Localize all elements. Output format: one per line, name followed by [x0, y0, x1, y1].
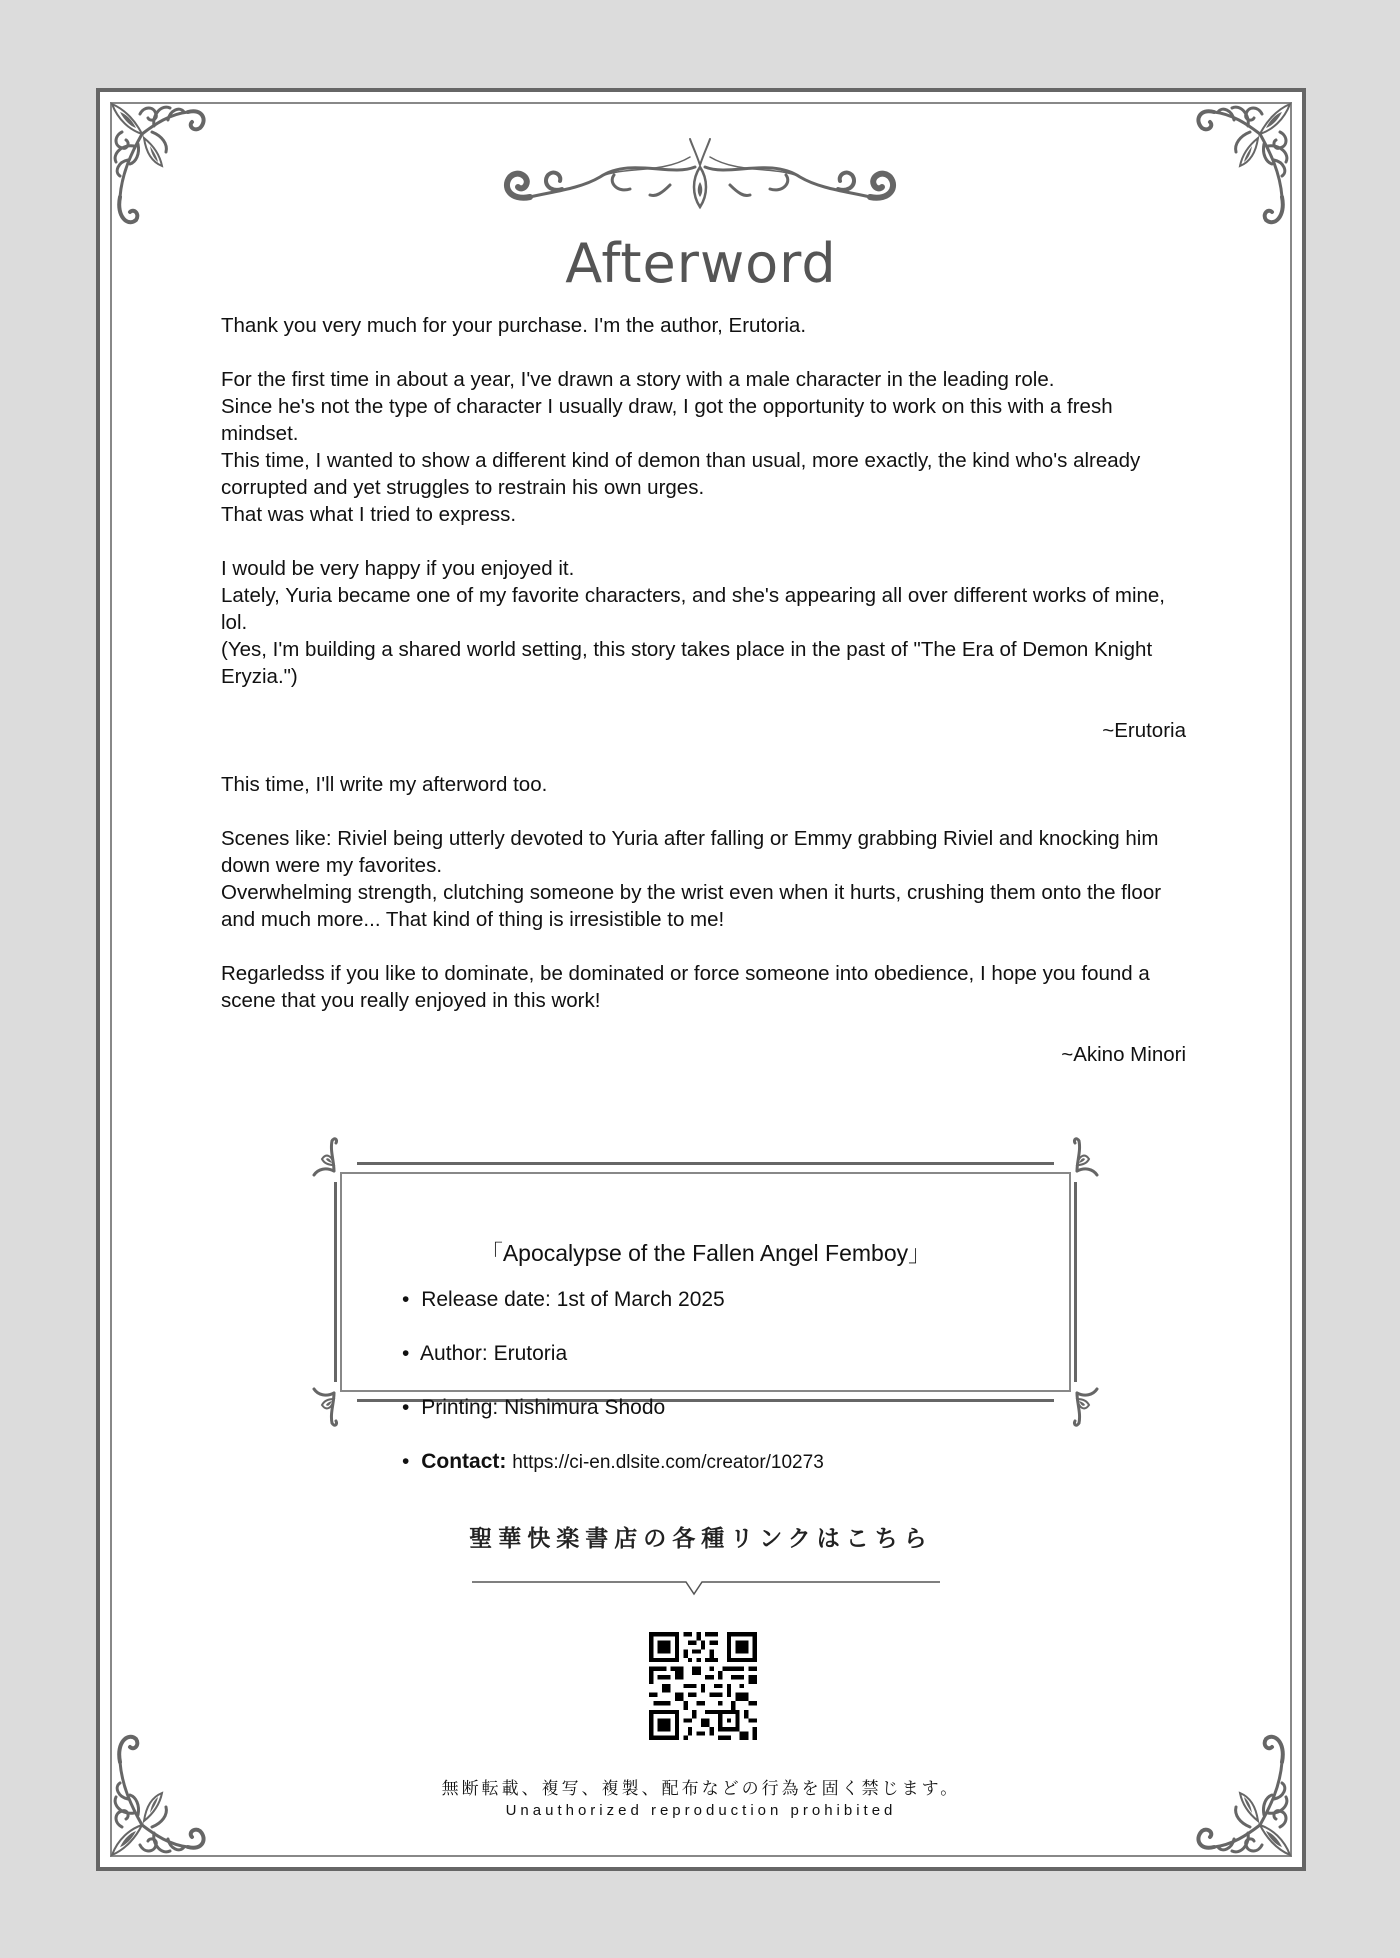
- release-date-item: [402, 1285, 824, 1339]
- qr-code-icon[interactable]: [648, 1632, 758, 1740]
- item-label: Printing:: [421, 1396, 499, 1419]
- printing-item: [402, 1393, 824, 1447]
- text-line: For the first time in about a year, I've drawn a story with a male character in the leading role.: [221, 368, 1055, 391]
- item-value: Erutoria: [493, 1342, 568, 1365]
- bullet: •: [402, 1450, 410, 1473]
- bullet: •: [402, 1288, 410, 1311]
- box-border-line: [357, 1162, 1054, 1165]
- colophon-list: [402, 1285, 824, 1501]
- book-title: 「Apocalypse of the Fallen Angel Femboy」: [479, 1240, 932, 1266]
- item-label: Contact:: [421, 1450, 507, 1473]
- box-flourish-icon: [1059, 1387, 1099, 1427]
- box-flourish-icon: [1059, 1137, 1099, 1177]
- text-line: Lately, Yuria became one of my favorite characters, and she's appearing all over different works of mine, lol.: [221, 584, 1166, 634]
- box-flourish-icon: [312, 1137, 352, 1177]
- item-label: Release date:: [421, 1288, 551, 1311]
- contact-link[interactable]: https://ci-en.dlsite.com/creator/10273: [512, 1452, 824, 1473]
- speech-divider-icon: [472, 1580, 940, 1596]
- links-heading: 聖華快楽書店の各種リンクはこちら: [469, 1526, 933, 1552]
- flourish-divider-icon: [500, 137, 900, 212]
- page-title: Afterword: [565, 232, 837, 295]
- erutoria-paragraph-1: Thank you very much for your purchase. I'm the author, Erutoria.: [221, 314, 807, 337]
- afterword-body: [221, 312, 1186, 1095]
- erutoria-signature: ~Erutoria: [1102, 719, 1186, 742]
- item-value: 1st of March 2025: [556, 1288, 725, 1311]
- item-label: Author:: [420, 1342, 488, 1365]
- box-border-line: [334, 1182, 337, 1382]
- bullet: •: [402, 1396, 410, 1419]
- copyright-notice-jp: 無断転載、複写、複製、配布などの行為を固く禁じます。: [441, 1779, 961, 1799]
- akino-signature: ~Akino Minori: [1061, 1043, 1186, 1066]
- author-item: [402, 1339, 824, 1393]
- contact-item: [402, 1447, 824, 1501]
- text-line: This time, I wanted to show a different kind of demon than usual, more exactly, the kind who's already corrupted and yet struggles to restrain his own urges.: [221, 449, 1141, 499]
- text-line: (Yes, I'm building a shared world setting, this story takes place in the past of "The Era of Demon Knight Eryzia."): [221, 638, 1153, 688]
- corner-flourish-icon: [1192, 102, 1292, 237]
- erutoria-paragraph-3: [221, 555, 1186, 690]
- text-line: Scenes like: Riviel being utterly devoted to Yuria after falling or Emmy grabbing Riviel and knocking him down were my favorites.: [221, 827, 1159, 877]
- akino-paragraph-3: Regarledss if you like to dominate, be dominated or force someone into obedience, I hope you found a scene that you really enjoyed in this work!: [221, 962, 1150, 1012]
- colophon-box: [312, 1137, 1099, 1473]
- bullet: •: [402, 1342, 410, 1365]
- box-flourish-icon: [312, 1387, 352, 1427]
- text-line: That was what I tried to express.: [221, 503, 517, 526]
- corner-flourish-icon: [110, 102, 210, 237]
- text-line: Since he's not the type of character I usually draw, I got the opportunity to work on this with a fresh mindset.: [221, 395, 1113, 445]
- afterword-page: [96, 88, 1306, 1871]
- text-line: Overwhelming strength, clutching someone by the wrist even when it hurts, crushing them onto the floor and much more... That kind of thing is irresistible to me!: [221, 881, 1162, 931]
- box-border-line: [1074, 1182, 1077, 1382]
- text-line: I would be very happy if you enjoyed it.: [221, 557, 575, 580]
- erutoria-paragraph-2: [221, 366, 1186, 528]
- item-value: Nishimura Shodo: [504, 1396, 666, 1419]
- akino-paragraph-1: This time, I'll write my afterword too.: [221, 773, 548, 796]
- copyright-notice-en: Unauthorized reproduction prohibited: [505, 1802, 897, 1819]
- akino-paragraph-2: [221, 825, 1186, 933]
